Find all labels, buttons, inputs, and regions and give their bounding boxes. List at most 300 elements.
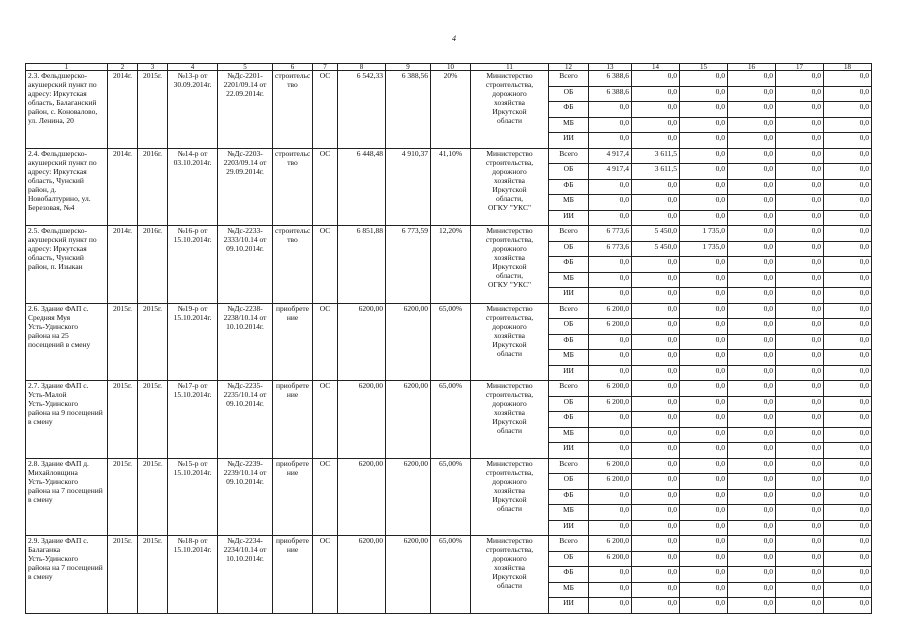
funding-value-cell: 0,0 — [776, 272, 824, 288]
start-year-cell: 2014г. — [108, 71, 138, 149]
funding-value-cell: 0,0 — [728, 117, 776, 133]
column-number: 6 — [273, 64, 313, 71]
remaining-cost-cell: 6200,00 — [386, 381, 431, 459]
funding-value-cell: 6 200,0 — [589, 551, 632, 567]
funding-value-cell: 0,0 — [680, 272, 728, 288]
funding-source-cell: Всего — [549, 536, 589, 552]
start-year-cell: 2015г. — [108, 381, 138, 459]
funding-source-cell: ИИ — [549, 443, 589, 459]
funding-value-cell: 0,0 — [632, 567, 680, 583]
funding-value-cell: 0,0 — [728, 474, 776, 490]
funding-value-cell: 0,0 — [824, 365, 872, 381]
category-cell: ОС — [313, 458, 338, 536]
funding-value-cell: 0,0 — [776, 288, 824, 304]
funding-value-cell: 0,0 — [632, 272, 680, 288]
funding-value-cell: 0,0 — [776, 195, 824, 211]
funding-value-cell: 0,0 — [728, 303, 776, 319]
funding-source-cell: ИИ — [549, 365, 589, 381]
funding-value-cell: 0,0 — [680, 365, 728, 381]
funding-value-cell: 0,0 — [680, 102, 728, 118]
column-number: 7 — [313, 64, 338, 71]
responsible-agency-cell: Министерство строительства, дорожного хозяйства Иркутской области — [471, 381, 549, 459]
remaining-cost-cell: 4 910,37 — [386, 148, 431, 226]
column-number-row — [26, 64, 872, 71]
work-type-cell: приобрете ние — [273, 536, 313, 614]
funding-value-cell: 0,0 — [824, 536, 872, 552]
funding-source-cell: Всего — [549, 226, 589, 242]
funding-value-cell: 0,0 — [680, 210, 728, 226]
funding-value-cell: 0,0 — [728, 241, 776, 257]
table-row — [26, 381, 872, 397]
funding-value-cell: 0,0 — [776, 164, 824, 180]
order-number-cell: №16-р от 15.10.2014г. — [168, 226, 218, 304]
funding-value-cell: 0,0 — [632, 350, 680, 366]
funding-value-cell: 0,0 — [824, 164, 872, 180]
funding-value-cell: 0,0 — [776, 148, 824, 164]
funding-value-cell: 0,0 — [589, 412, 632, 428]
funding-value-cell: 0,0 — [728, 210, 776, 226]
object-name-cell: 2.6. Здание ФАП с. Средняя Муя Усть-Удинского района на 25 посещений в смену — [26, 303, 108, 381]
category-cell: ОС — [313, 71, 338, 149]
funding-value-cell: 0,0 — [824, 210, 872, 226]
column-number: 2 — [108, 64, 138, 71]
page-number: 4 — [452, 34, 456, 43]
funding-source-cell: ОБ — [549, 319, 589, 335]
funding-value-cell: 0,0 — [824, 102, 872, 118]
funding-source-cell: Всего — [549, 458, 589, 474]
funding-value-cell: 0,0 — [728, 381, 776, 397]
remaining-cost-cell: 6 773,59 — [386, 226, 431, 304]
funding-value-cell: 0,0 — [776, 319, 824, 335]
funding-value-cell: 0,0 — [589, 489, 632, 505]
funding-value-cell: 0,0 — [776, 489, 824, 505]
end-year-cell: 2016г. — [138, 148, 168, 226]
funding-value-cell: 0,0 — [632, 179, 680, 195]
funding-value-cell: 0,0 — [589, 195, 632, 211]
remaining-cost-cell: 6 388,56 — [386, 71, 431, 149]
funding-value-cell: 0,0 — [632, 133, 680, 149]
contract-number-cell: №Дс-2203- 2203/09.14 от 29.09.2014г. — [218, 148, 273, 226]
funding-value-cell: 6 773,6 — [589, 226, 632, 242]
estimated-cost-cell: 6 448,48 — [338, 148, 386, 226]
funding-source-cell: МБ — [549, 427, 589, 443]
funding-value-cell: 0,0 — [728, 148, 776, 164]
end-year-cell: 2015г. — [138, 381, 168, 459]
funding-value-cell: 0,0 — [632, 598, 680, 614]
funding-value-cell: 0,0 — [680, 179, 728, 195]
funding-value-cell: 0,0 — [680, 427, 728, 443]
category-cell: ОС — [313, 381, 338, 459]
object-name-cell: 2.4. Фельдшерско- акушерский пункт по адресу: Иркутская область, Чунский район, д. Новобалтурино, ул. Березовая, №4 — [26, 148, 108, 226]
funding-value-cell: 0,0 — [728, 598, 776, 614]
funding-value-cell: 0,0 — [776, 474, 824, 490]
funding-value-cell: 0,0 — [824, 319, 872, 335]
funding-source-cell: ФБ — [549, 412, 589, 428]
funding-value-cell: 0,0 — [632, 210, 680, 226]
estimated-cost-cell: 6 851,88 — [338, 226, 386, 304]
readiness-cell: 65,00% — [431, 381, 471, 459]
object-name-cell: 2.5. Фельдшерско- акушерский пункт по адресу: Иркутская область, Чунский район, п. Изыкан — [26, 226, 108, 304]
funding-source-cell: ОБ — [549, 474, 589, 490]
funding-value-cell: 0,0 — [824, 117, 872, 133]
funding-value-cell: 0,0 — [632, 520, 680, 536]
funding-value-cell: 0,0 — [680, 164, 728, 180]
funding-value-cell: 0,0 — [776, 241, 824, 257]
funding-value-cell: 0,0 — [728, 102, 776, 118]
funding-value-cell: 6 200,0 — [589, 303, 632, 319]
funding-value-cell: 0,0 — [680, 489, 728, 505]
work-type-cell: приобрете ние — [273, 303, 313, 381]
table-row — [26, 226, 872, 242]
funding-value-cell: 0,0 — [589, 365, 632, 381]
funding-value-cell: 0,0 — [632, 257, 680, 273]
funding-value-cell: 6 388,6 — [589, 71, 632, 87]
funding-value-cell: 0,0 — [824, 148, 872, 164]
funding-value-cell: 0,0 — [680, 598, 728, 614]
funding-value-cell: 0,0 — [680, 412, 728, 428]
funding-value-cell: 1 735,0 — [680, 241, 728, 257]
end-year-cell: 2015г. — [138, 303, 168, 381]
funding-source-cell: ФБ — [549, 102, 589, 118]
table-body — [26, 71, 872, 614]
order-number-cell: №15-р от 15.10.2014г. — [168, 458, 218, 536]
order-number-cell: №18-р от 15.10.2014г. — [168, 536, 218, 614]
funding-value-cell: 0,0 — [589, 117, 632, 133]
funding-value-cell: 0,0 — [776, 350, 824, 366]
funding-value-cell: 0,0 — [776, 598, 824, 614]
funding-value-cell: 0,0 — [776, 102, 824, 118]
funding-value-cell: 0,0 — [728, 396, 776, 412]
funding-value-cell: 0,0 — [728, 582, 776, 598]
table-row — [26, 148, 872, 164]
estimated-cost-cell: 6200,00 — [338, 458, 386, 536]
funding-value-cell: 0,0 — [589, 102, 632, 118]
funding-value-cell: 0,0 — [728, 71, 776, 87]
category-cell: ОС — [313, 148, 338, 226]
column-number: 18 — [824, 64, 872, 71]
funding-value-cell: 0,0 — [824, 350, 872, 366]
funding-value-cell: 0,0 — [589, 443, 632, 459]
funding-value-cell: 0,0 — [728, 458, 776, 474]
funding-value-cell: 0,0 — [632, 71, 680, 87]
funding-value-cell: 0,0 — [776, 582, 824, 598]
column-number: 14 — [632, 64, 680, 71]
funding-value-cell: 0,0 — [680, 458, 728, 474]
funding-value-cell: 0,0 — [776, 412, 824, 428]
funding-value-cell: 0,0 — [824, 427, 872, 443]
funding-value-cell: 6 388,6 — [589, 86, 632, 102]
estimated-cost-cell: 6200,00 — [338, 536, 386, 614]
funding-value-cell: 0,0 — [824, 133, 872, 149]
funding-value-cell: 0,0 — [824, 396, 872, 412]
column-number: 4 — [168, 64, 218, 71]
readiness-cell: 41,10% — [431, 148, 471, 226]
funding-value-cell: 0,0 — [728, 288, 776, 304]
funding-value-cell: 0,0 — [680, 396, 728, 412]
funding-value-cell: 0,0 — [680, 288, 728, 304]
column-number: 16 — [728, 64, 776, 71]
funding-value-cell: 0,0 — [680, 582, 728, 598]
funding-source-cell: МБ — [549, 582, 589, 598]
funding-value-cell: 6 200,0 — [589, 396, 632, 412]
object-name-cell: 2.7. Здание ФАП с. Усть-Малой Усть-Удинского района на 9 посещений в смену — [26, 381, 108, 459]
funding-value-cell: 4 917,4 — [589, 164, 632, 180]
funding-value-cell: 0,0 — [824, 86, 872, 102]
object-name-cell: 2.3. Фельдшерско- акушерский пункт по адресу: Иркутская область, Балаганский район, с. Коновалово, ул. Ленина, 20 — [26, 71, 108, 149]
work-type-cell: строительс тво — [273, 226, 313, 304]
funding-value-cell: 6 200,0 — [589, 381, 632, 397]
object-name-cell: 2.9. Здание ФАП с. Балаганка Усть-Удинского района на 7 посещений в смену — [26, 536, 108, 614]
funding-value-cell: 0,0 — [680, 257, 728, 273]
remaining-cost-cell: 6200,00 — [386, 303, 431, 381]
contract-number-cell: №Дс-2234- 2234/10.14 от 10.10.2014г. — [218, 536, 273, 614]
contract-number-cell: №Дс-2233- 2333/10.14 от 09.10.2014г. — [218, 226, 273, 304]
program-table — [25, 63, 872, 614]
funding-value-cell: 0,0 — [776, 567, 824, 583]
funding-value-cell: 0,0 — [824, 272, 872, 288]
column-number: 11 — [471, 64, 549, 71]
funding-value-cell: 0,0 — [632, 288, 680, 304]
funding-value-cell: 0,0 — [776, 396, 824, 412]
contract-number-cell: №Дс-2239- 2239/10.14 от 09.10.2014г. — [218, 458, 273, 536]
funding-source-cell: ОБ — [549, 86, 589, 102]
funding-value-cell: 0,0 — [776, 133, 824, 149]
funding-value-cell: 0,0 — [632, 365, 680, 381]
work-type-cell: строительс тво — [273, 71, 313, 149]
funding-source-cell: Всего — [549, 148, 589, 164]
column-number: 5 — [218, 64, 273, 71]
contract-number-cell: №Дс-2235- 2235/10.14 от 09.10.2014г. — [218, 381, 273, 459]
funding-source-cell: ОБ — [549, 396, 589, 412]
responsible-agency-cell: Министерство строительства, дорожного хозяйства Иркутской области — [471, 303, 549, 381]
funding-value-cell: 0,0 — [728, 412, 776, 428]
funding-source-cell: ФБ — [549, 257, 589, 273]
funding-value-cell: 0,0 — [728, 567, 776, 583]
remaining-cost-cell: 6200,00 — [386, 536, 431, 614]
funding-value-cell: 0,0 — [680, 71, 728, 87]
funding-value-cell: 3 611,5 — [632, 148, 680, 164]
funding-value-cell: 0,0 — [680, 86, 728, 102]
funding-value-cell: 0,0 — [776, 443, 824, 459]
funding-value-cell: 0,0 — [589, 272, 632, 288]
contract-number-cell: №Дс-2238- 2238/10.14 от 10.10.2014г. — [218, 303, 273, 381]
funding-value-cell: 0,0 — [680, 303, 728, 319]
order-number-cell: №14-р от 03.10.2014г. — [168, 148, 218, 226]
column-number: 9 — [386, 64, 431, 71]
funding-value-cell: 0,0 — [824, 179, 872, 195]
funding-value-cell: 0,0 — [589, 210, 632, 226]
funding-value-cell: 0,0 — [632, 334, 680, 350]
funding-value-cell: 0,0 — [728, 365, 776, 381]
funding-source-cell: ОБ — [549, 551, 589, 567]
estimated-cost-cell: 6200,00 — [338, 303, 386, 381]
funding-value-cell: 0,0 — [776, 257, 824, 273]
column-number: 15 — [680, 64, 728, 71]
funding-value-cell: 5 450,0 — [632, 226, 680, 242]
funding-value-cell: 0,0 — [728, 257, 776, 273]
funding-value-cell: 0,0 — [824, 458, 872, 474]
funding-value-cell: 0,0 — [776, 427, 824, 443]
funding-value-cell: 0,0 — [728, 551, 776, 567]
funding-source-cell: МБ — [549, 505, 589, 521]
end-year-cell: 2016г. — [138, 226, 168, 304]
funding-value-cell: 3 611,5 — [632, 164, 680, 180]
funding-value-cell: 0,0 — [728, 489, 776, 505]
readiness-cell: 65,00% — [431, 303, 471, 381]
funding-source-cell: ИИ — [549, 210, 589, 226]
funding-source-cell: ИИ — [549, 133, 589, 149]
funding-value-cell: 0,0 — [680, 195, 728, 211]
funding-value-cell: 0,0 — [728, 272, 776, 288]
funding-value-cell: 0,0 — [728, 179, 776, 195]
table-row — [26, 458, 872, 474]
table-row — [26, 303, 872, 319]
funding-value-cell: 0,0 — [824, 520, 872, 536]
funding-value-cell: 0,0 — [632, 443, 680, 459]
category-cell: ОС — [313, 536, 338, 614]
funding-value-cell: 0,0 — [776, 365, 824, 381]
readiness-cell: 12,20% — [431, 226, 471, 304]
funding-value-cell: 5 450,0 — [632, 241, 680, 257]
funding-source-cell: ОБ — [549, 241, 589, 257]
funding-value-cell: 0,0 — [776, 117, 824, 133]
funding-value-cell: 6 773,6 — [589, 241, 632, 257]
work-type-cell: приобрете ние — [273, 458, 313, 536]
funding-source-cell: ФБ — [549, 567, 589, 583]
funding-value-cell: 0,0 — [824, 598, 872, 614]
readiness-cell: 20% — [431, 71, 471, 149]
funding-source-cell: Всего — [549, 303, 589, 319]
funding-value-cell: 0,0 — [728, 443, 776, 459]
funding-value-cell: 0,0 — [728, 195, 776, 211]
funding-value-cell: 0,0 — [824, 567, 872, 583]
funding-value-cell: 0,0 — [824, 226, 872, 242]
funding-value-cell: 1 735,0 — [680, 226, 728, 242]
column-number: 3 — [138, 64, 168, 71]
funding-value-cell: 0,0 — [728, 505, 776, 521]
work-type-cell: строительс тво — [273, 148, 313, 226]
order-number-cell: №17-р от 15.10.2014г. — [168, 381, 218, 459]
funding-value-cell: 0,0 — [824, 241, 872, 257]
funding-source-cell: ИИ — [549, 288, 589, 304]
funding-value-cell: 0,0 — [824, 257, 872, 273]
funding-source-cell: МБ — [549, 350, 589, 366]
funding-value-cell: 0,0 — [776, 71, 824, 87]
funding-value-cell: 0,0 — [776, 86, 824, 102]
funding-value-cell: 0,0 — [632, 427, 680, 443]
responsible-agency-cell: Министерство строительства, дорожного хозяйства Иркутской области — [471, 458, 549, 536]
funding-value-cell: 0,0 — [632, 489, 680, 505]
funding-source-cell: ФБ — [549, 489, 589, 505]
funding-value-cell: 0,0 — [776, 210, 824, 226]
funding-value-cell: 0,0 — [728, 334, 776, 350]
work-type-cell: приобрете ние — [273, 381, 313, 459]
funding-value-cell: 0,0 — [632, 303, 680, 319]
funding-value-cell: 0,0 — [824, 381, 872, 397]
funding-value-cell: 0,0 — [589, 567, 632, 583]
funding-value-cell: 0,0 — [824, 582, 872, 598]
funding-value-cell: 0,0 — [589, 334, 632, 350]
estimated-cost-cell: 6200,00 — [338, 381, 386, 459]
funding-value-cell: 0,0 — [632, 396, 680, 412]
contract-number-cell: №Дс-2201- 2201/09.14 от 22.09.2014г. — [218, 71, 273, 149]
funding-value-cell: 0,0 — [632, 505, 680, 521]
funding-value-cell: 0,0 — [728, 536, 776, 552]
funding-value-cell: 0,0 — [632, 319, 680, 335]
funding-value-cell: 0,0 — [632, 551, 680, 567]
funding-value-cell: 0,0 — [824, 474, 872, 490]
funding-source-cell: ФБ — [549, 334, 589, 350]
object-name-cell: 2.8. Здание ФАП д. Михайловщина Усть-Удинского района на 7 посещений в смену — [26, 458, 108, 536]
funding-source-cell: МБ — [549, 195, 589, 211]
funding-value-cell: 0,0 — [632, 195, 680, 211]
funding-value-cell: 0,0 — [589, 582, 632, 598]
funding-value-cell: 0,0 — [680, 319, 728, 335]
remaining-cost-cell: 6200,00 — [386, 458, 431, 536]
table-row — [26, 71, 872, 87]
order-number-cell: №19-р от 15.10.2014г. — [168, 303, 218, 381]
funding-value-cell: 0,0 — [776, 226, 824, 242]
funding-source-cell: ФБ — [549, 179, 589, 195]
funding-value-cell: 0,0 — [728, 133, 776, 149]
column-number: 10 — [431, 64, 471, 71]
funding-value-cell: 0,0 — [632, 117, 680, 133]
funding-value-cell: 0,0 — [728, 427, 776, 443]
funding-value-cell: 0,0 — [589, 427, 632, 443]
funding-value-cell: 0,0 — [632, 536, 680, 552]
funding-value-cell: 0,0 — [680, 148, 728, 164]
funding-source-cell: ИИ — [549, 520, 589, 536]
funding-source-cell: ОБ — [549, 164, 589, 180]
funding-value-cell: 0,0 — [680, 474, 728, 490]
funding-value-cell: 0,0 — [824, 334, 872, 350]
funding-value-cell: 0,0 — [589, 598, 632, 614]
readiness-cell: 65,00% — [431, 458, 471, 536]
readiness-cell: 65,00% — [431, 536, 471, 614]
funding-value-cell: 0,0 — [776, 505, 824, 521]
funding-value-cell: 0,0 — [824, 443, 872, 459]
start-year-cell: 2015г. — [108, 458, 138, 536]
funding-value-cell: 0,0 — [824, 489, 872, 505]
funding-value-cell: 0,0 — [824, 551, 872, 567]
funding-value-cell: 0,0 — [776, 381, 824, 397]
funding-value-cell: 0,0 — [728, 350, 776, 366]
end-year-cell: 2015г. — [138, 71, 168, 149]
funding-value-cell: 6 200,0 — [589, 536, 632, 552]
funding-value-cell: 0,0 — [728, 520, 776, 536]
funding-source-cell: ИИ — [549, 598, 589, 614]
funding-value-cell: 0,0 — [680, 567, 728, 583]
funding-value-cell: 6 200,0 — [589, 319, 632, 335]
funding-value-cell: 0,0 — [680, 520, 728, 536]
funding-value-cell: 0,0 — [728, 319, 776, 335]
column-number: 1 — [26, 64, 108, 71]
responsible-agency-cell: Министерство строительства, дорожного хозяйства Иркутской области, ОГКУ "УКС" — [471, 226, 549, 304]
funding-value-cell: 0,0 — [728, 226, 776, 242]
column-number: 8 — [338, 64, 386, 71]
end-year-cell: 2015г. — [138, 458, 168, 536]
funding-value-cell: 0,0 — [680, 536, 728, 552]
funding-value-cell: 0,0 — [680, 505, 728, 521]
column-number: 12 — [549, 64, 589, 71]
funding-value-cell: 0,0 — [680, 133, 728, 149]
estimated-cost-cell: 6 542,33 — [338, 71, 386, 149]
funding-value-cell: 0,0 — [728, 164, 776, 180]
start-year-cell: 2014г. — [108, 226, 138, 304]
funding-value-cell: 0,0 — [589, 350, 632, 366]
funding-value-cell: 0,0 — [776, 551, 824, 567]
funding-value-cell: 0,0 — [589, 288, 632, 304]
